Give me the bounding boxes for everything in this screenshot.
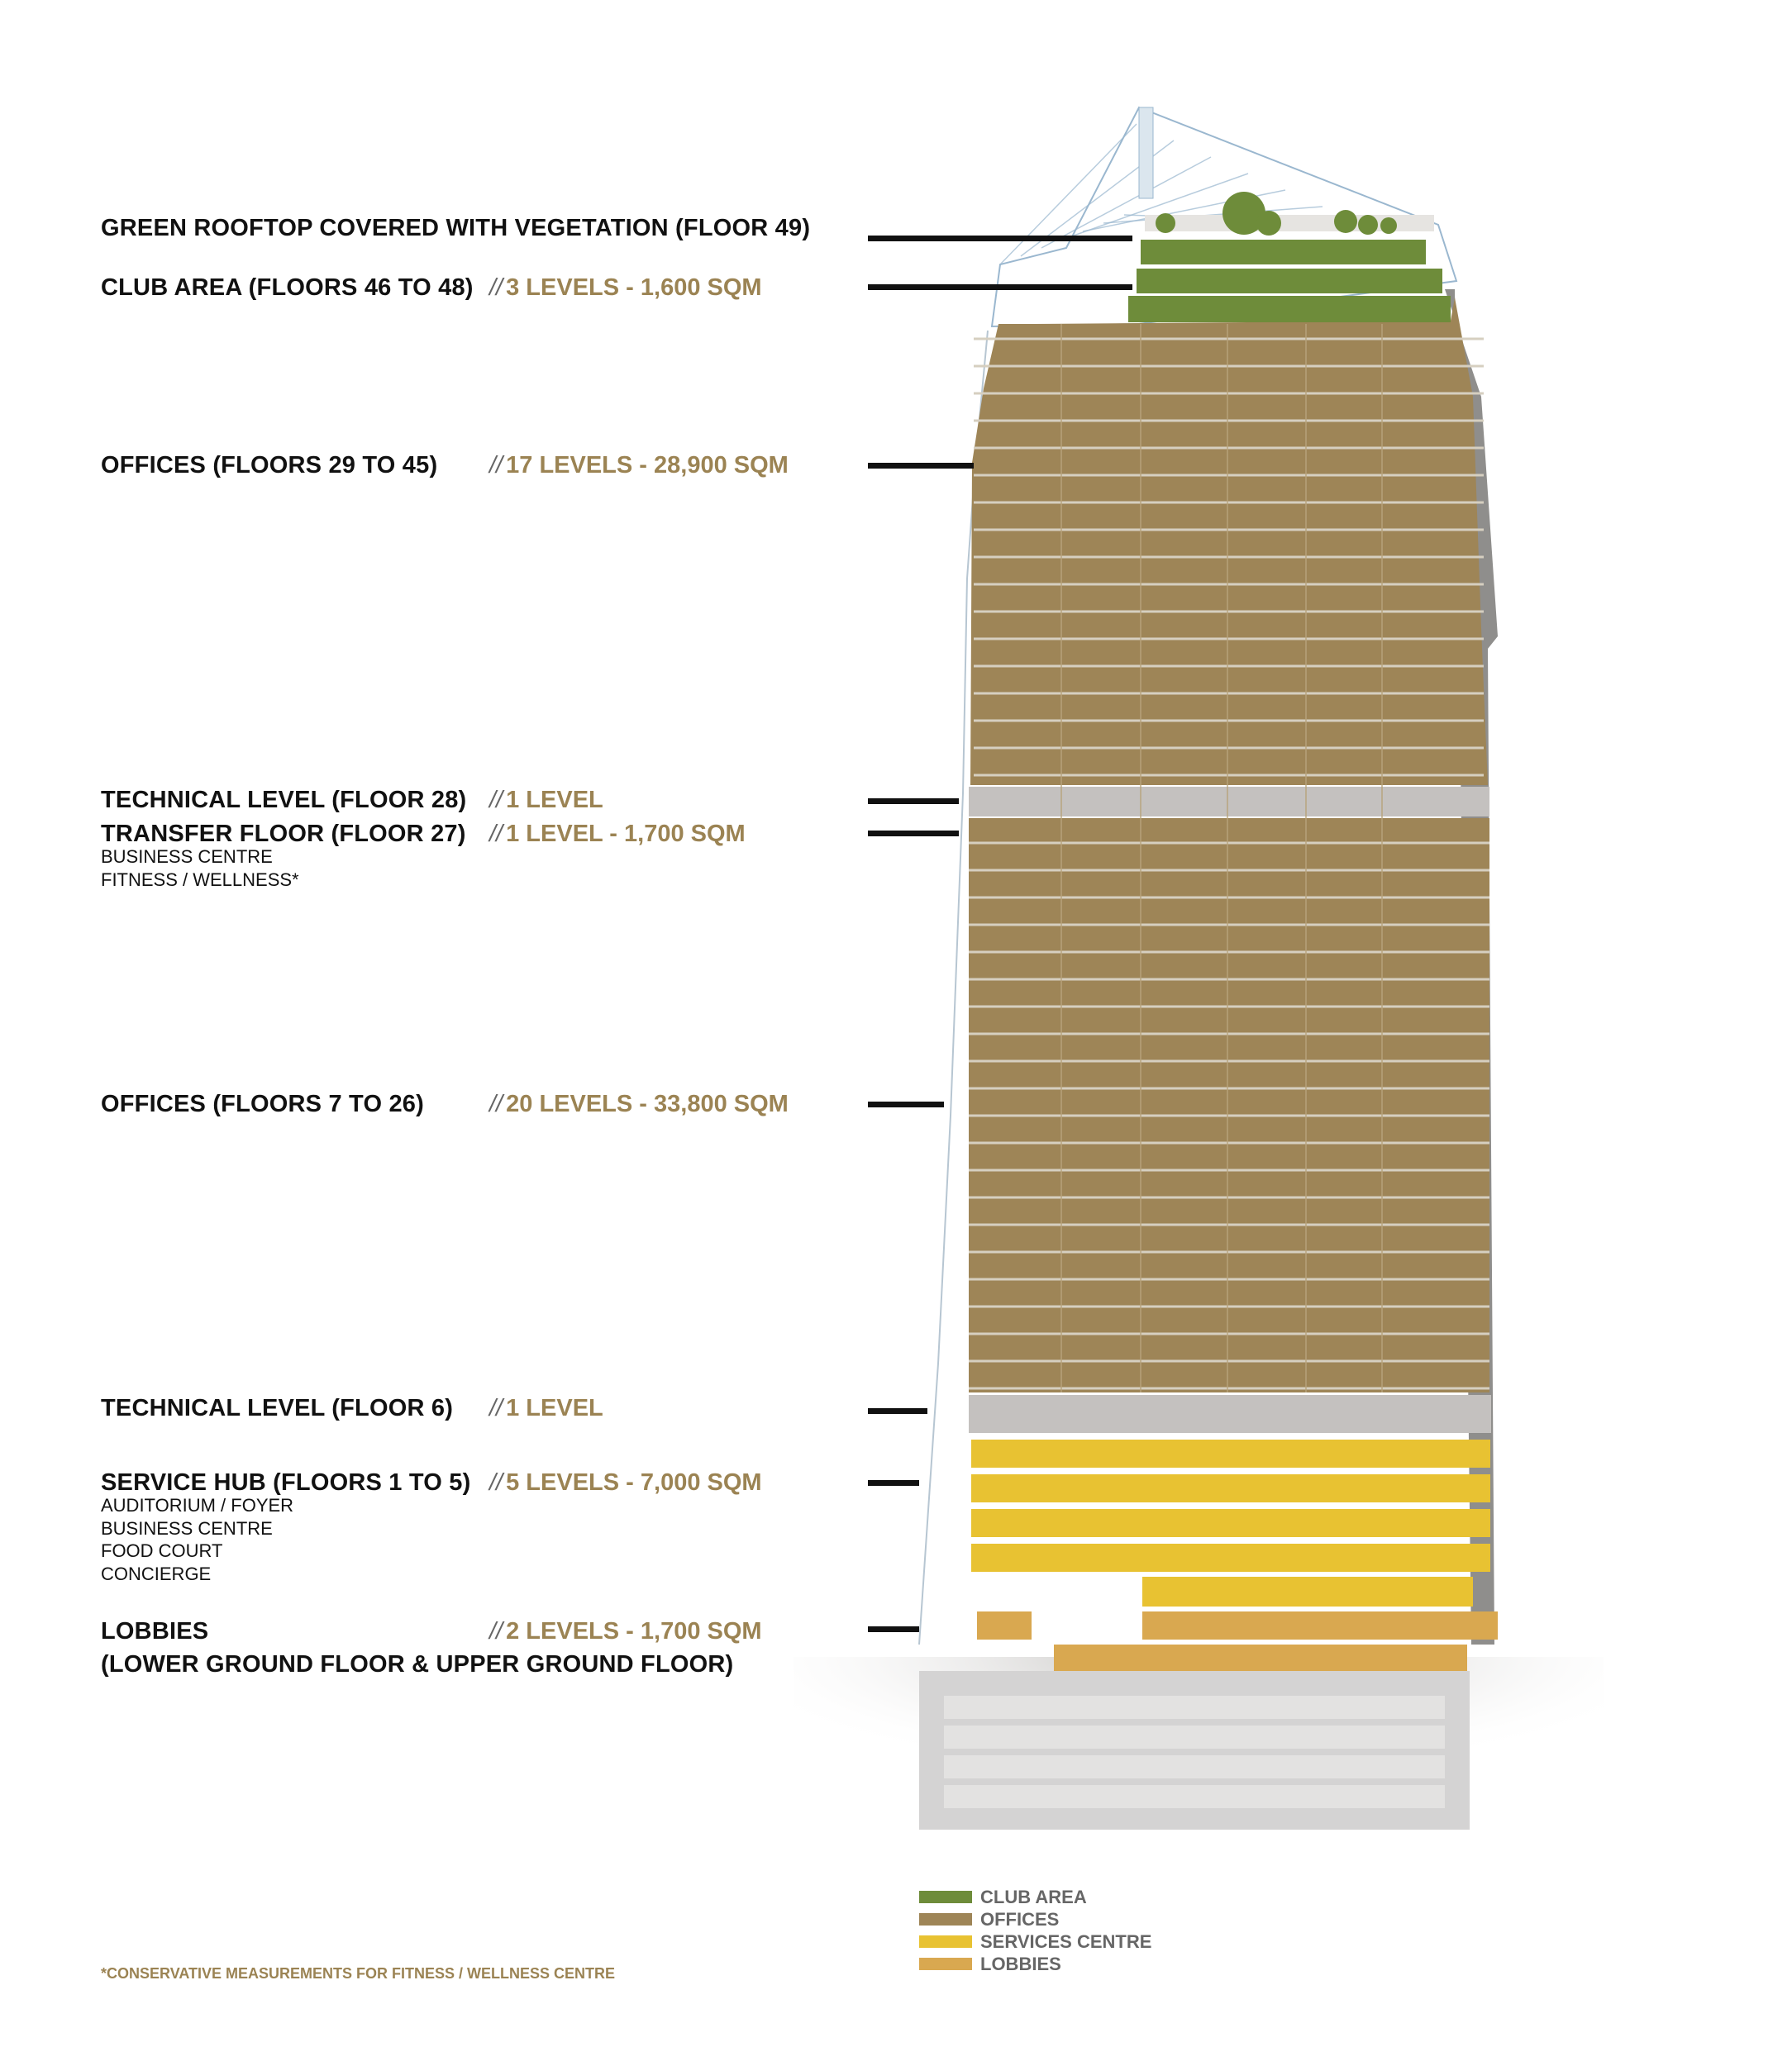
service-hub-floor [971, 1474, 1490, 1502]
club-level-47 [1137, 269, 1442, 293]
legend-swatch [919, 1958, 972, 1970]
lobby-upper-left [977, 1611, 1032, 1640]
lobbies-subtitle: (LOWER GROUND FLOOR & UPPER GROUND FLOOR) [101, 1651, 734, 1678]
detail-text: 1 LEVEL [506, 787, 603, 813]
basement-level [944, 1696, 1445, 1719]
callout-transfer-floor: TRANSFER FLOOR (FLOOR 27) [101, 821, 466, 847]
separator: // [489, 452, 503, 478]
legend-item-offices [919, 1908, 1151, 1930]
service-hub-sub-1: AUDITORIUM / FOYER [101, 1495, 294, 1516]
service-hub-floor [971, 1509, 1490, 1537]
leader-line-rooftop [868, 236, 1132, 241]
callout-club-area-detail [489, 274, 762, 302]
rooftop-tree [1256, 211, 1281, 236]
legend-item-services [919, 1930, 1151, 1953]
legend-swatch [919, 1891, 972, 1903]
basement-level [944, 1726, 1445, 1749]
legend-swatch [919, 1913, 972, 1926]
transfer-floor-sub-2: FITNESS / WELLNESS* [101, 869, 299, 890]
callout-lobbies: LOBBIES [101, 1618, 209, 1645]
separator: // [489, 1395, 503, 1421]
callout-technical-28-detail [489, 787, 603, 814]
separator: // [489, 1091, 503, 1117]
footnote: *CONSERVATIVE MEASUREMENTS FOR FITNESS / WELLNESS CENTRE [101, 1965, 616, 1982]
detail-text: 2 LEVELS - 1,700 SQM [506, 1618, 762, 1645]
legend-swatch [919, 1935, 972, 1948]
legend-label: LOBBIES [980, 1953, 1061, 1974]
leader-line-technical-28 [868, 798, 959, 804]
detail-text: 17 LEVELS - 28,900 SQM [506, 452, 789, 478]
rooftop-tree [1334, 210, 1357, 233]
callout-service-hub-detail [489, 1469, 762, 1497]
callout-technical-28: TECHNICAL LEVEL (FLOOR 28) [101, 787, 467, 813]
callout-lobbies-detail [489, 1618, 762, 1645]
callout-transfer-floor-detail [489, 821, 746, 848]
leader-line-service-hub [868, 1480, 919, 1486]
basement-level [944, 1755, 1445, 1778]
separator: // [489, 1469, 503, 1496]
leader-line-offices-upper [868, 463, 974, 469]
callout-offices-upper: OFFICES (FLOORS 29 TO 45) [101, 452, 438, 478]
rooftop-tree [1380, 217, 1397, 234]
callout-offices-lower: OFFICES (FLOORS 7 TO 26) [101, 1091, 424, 1117]
callout-service-hub: SERVICE HUB (FLOORS 1 TO 5) [101, 1469, 471, 1496]
separator: // [489, 1618, 503, 1645]
legend-item-lobbies [919, 1953, 1151, 1975]
legend-label: CLUB AREA [980, 1886, 1087, 1907]
callout-green-rooftop: GREEN ROOFTOP COVERED WITH VEGETATION (FLOOR 49) [101, 215, 811, 241]
club-level-46 [1128, 296, 1451, 322]
separator: // [489, 274, 503, 301]
leader-line-club [868, 284, 1132, 290]
leader-line-technical-6 [868, 1408, 927, 1414]
detail-text: 1 LEVEL - 1,700 SQM [506, 821, 746, 847]
glass-mullion [1041, 157, 1211, 248]
callout-offices-lower-detail [489, 1091, 789, 1118]
legend [919, 1886, 1151, 1975]
basement-level [944, 1785, 1445, 1808]
lobby-upper-right [1142, 1611, 1498, 1640]
legend-label: SERVICES CENTRE [980, 1930, 1152, 1952]
detail-text: 5 LEVELS - 7,000 SQM [506, 1469, 762, 1496]
detail-text: 20 LEVELS - 33,800 SQM [506, 1091, 789, 1117]
club-level-48 [1141, 240, 1426, 264]
transfer-floor-sub-1: BUSINESS CENTRE [101, 846, 273, 867]
service-hub-sub-4: CONCIERGE [101, 1564, 212, 1584]
legend-label: OFFICES [980, 1908, 1060, 1930]
callout-technical-6: TECHNICAL LEVEL (FLOOR 6) [101, 1395, 454, 1421]
rooftop-tree [1156, 213, 1175, 233]
rooftop-tree [1358, 215, 1378, 235]
leader-line-transfer [868, 831, 959, 836]
detail-text: 3 LEVELS - 1,600 SQM [506, 274, 762, 301]
service-hub-sub-2: BUSINESS CENTRE [101, 1518, 273, 1539]
callout-club-area: CLUB AREA (FLOORS 46 TO 48) [101, 274, 474, 301]
leader-line-offices-lower [868, 1102, 944, 1107]
separator: // [489, 787, 503, 813]
crown-spire [1139, 107, 1153, 198]
detail-text: 1 LEVEL [506, 1395, 603, 1421]
service-hub-floor [971, 1544, 1490, 1572]
lobby-lower [1054, 1645, 1467, 1671]
separator: // [489, 821, 503, 847]
technical-level-28 [969, 787, 1489, 816]
callout-technical-6-detail [489, 1395, 603, 1422]
technical-level-6 [969, 1395, 1491, 1433]
service-hub-lower [1142, 1577, 1473, 1607]
service-hub-floor [971, 1440, 1490, 1468]
service-hub-sub-3: FOOD COURT [101, 1540, 223, 1561]
callout-offices-upper-detail [489, 452, 789, 479]
legend-item-club [919, 1886, 1151, 1908]
leader-line-lobbies [868, 1626, 919, 1632]
offices-upper-block [970, 298, 1488, 785]
